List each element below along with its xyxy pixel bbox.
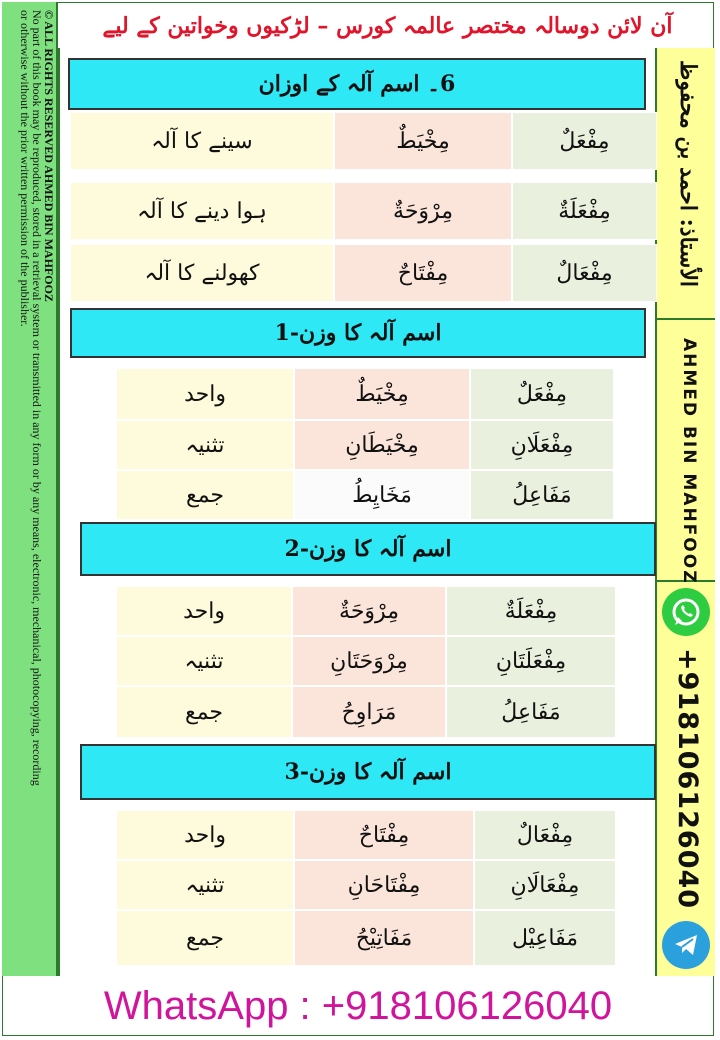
telegram-icon[interactable] [662, 921, 710, 969]
number-cell: جمع [116, 910, 294, 966]
example-cell: مِرْوَحَتَانِ [292, 636, 446, 686]
copyright-line-3: or otherwise without the prior written permission of the publisher. [18, 10, 32, 327]
pattern-cell: مِفْعَلٌ [470, 368, 614, 420]
pattern-cell: مِفْعَلَةٌ [512, 182, 657, 240]
author-box [657, 318, 715, 585]
meaning-cell: سینے کا آلہ [70, 112, 334, 170]
pattern-cell: مِفْعَالَانِ [474, 860, 616, 910]
copyright-line-2: No part of this book may be reproduced, stored in a retrieval system or transmitted in any form or by any means, electronic, mechanical, photocopying, recording [30, 10, 44, 786]
example-cell: مِخْيَطَانِ [294, 420, 470, 470]
pattern-cell: مَفَاعِلُ [470, 470, 614, 520]
example-cell: مِفْتَاحٌ [294, 810, 474, 860]
meaning-cell: کھولنے کا آلہ [70, 244, 334, 302]
number-cell: واحد [116, 368, 294, 420]
pattern-cell: مِفْعَلَةٌ [446, 586, 616, 636]
meaning-cell: ہوا دینے کا آلہ [70, 182, 334, 240]
section-title-3: اسم آلہ کا وزن-3 [80, 744, 656, 800]
number-cell: جمع [116, 686, 292, 738]
example-cell: مَخَايِطُ [294, 470, 470, 520]
pattern-cell: مَفَاعِلُ [446, 686, 616, 738]
number-cell: واحد [116, 810, 294, 860]
phone-number: +918106126040 [672, 648, 703, 910]
example-cell: مِخْيَطٌ [334, 112, 512, 170]
example-cell: مِفْتَاحَانِ [294, 860, 474, 910]
pattern-cell: مِفْعَالٌ [512, 244, 657, 302]
number-cell: جمع [116, 470, 294, 520]
author-strip [657, 48, 715, 976]
number-cell: تثنیہ [116, 860, 294, 910]
example-cell: مَرَاوِحُ [292, 686, 446, 738]
pattern-cell: مَفَاعِيْل [474, 910, 616, 966]
copyright-strip [2, 2, 58, 976]
pattern-cell: مِفْعَلَانِ [470, 420, 614, 470]
example-cell: مِرْوَحَةٌ [334, 182, 512, 240]
number-cell: تثنیہ [116, 636, 292, 686]
teacher-box [657, 48, 715, 320]
author-name: AHMED BIN MAHFOOZ [679, 338, 699, 585]
copyright-line-1: © ALL RIGHTS RESERVED AHMED BIN MAHFOOZ [42, 10, 56, 302]
whatsapp-footer[interactable]: WhatsApp : +918106126040 [103, 984, 613, 1028]
number-cell: تثنیہ [116, 420, 294, 470]
pattern-cell: مِفْعَالٌ [474, 810, 616, 860]
whatsapp-icon[interactable] [662, 588, 710, 636]
pattern-cell: مِفْعَلَتَانِ [446, 636, 616, 686]
example-cell: مِخْيَطٌ [294, 368, 470, 420]
section-title-1: اسم آلہ کا وزن-1 [70, 308, 646, 358]
page-title: آن لائن دوسالہ مختصر عالمہ کورس – لڑکیوں وخواتین کے لیے [102, 13, 673, 39]
section-title-main: 6۔ اسم آلہ کے اوزان [68, 58, 646, 110]
number-cell: واحد [116, 586, 292, 636]
example-cell: مَفَاتِيْحُ [294, 910, 474, 966]
teacher-name: الأستاذ: احمد بن محفوظ [675, 60, 701, 288]
pattern-cell: مِفْعَلٌ [512, 112, 657, 170]
section-title-2: اسم آلہ کا وزن-2 [80, 522, 656, 576]
example-cell: مِرْوَحَةٌ [292, 586, 446, 636]
example-cell: مِفْتَاحٌ [334, 244, 512, 302]
